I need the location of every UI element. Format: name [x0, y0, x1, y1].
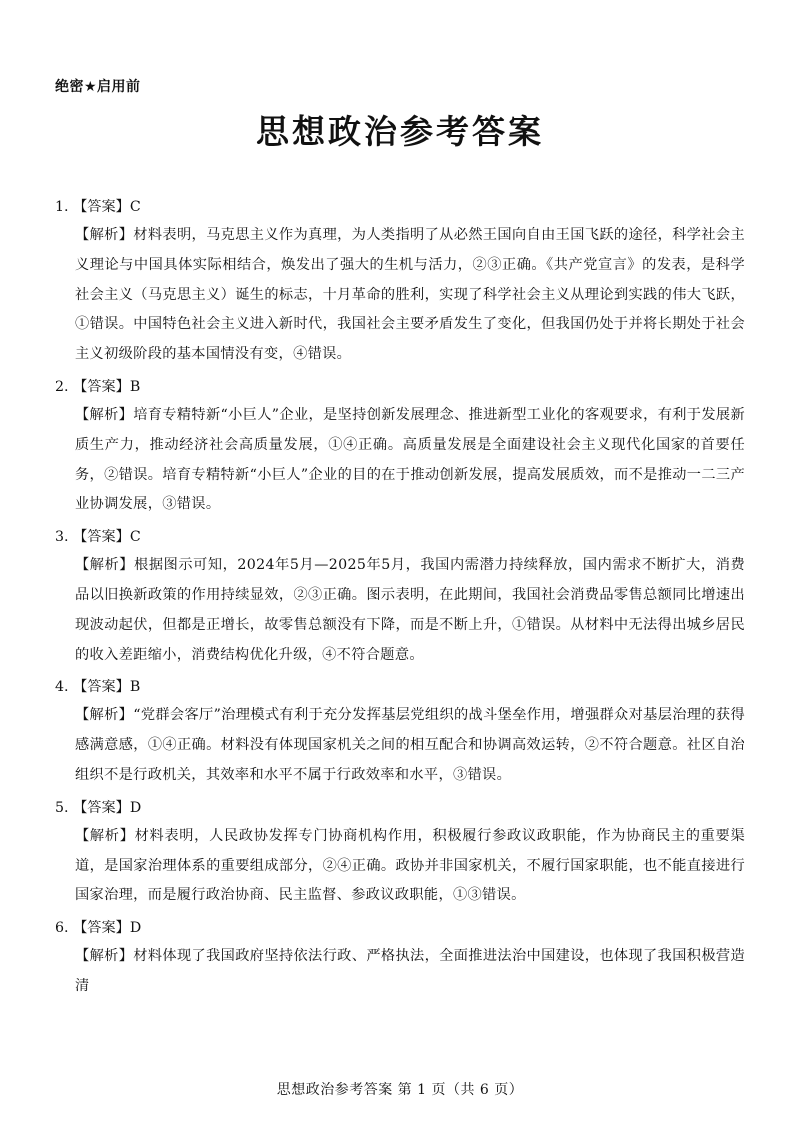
answer-explanation: 【解析】材料体现了我国政府坚持依法行政、严格执法，全面推进法治中国建设，也体现了我国积极营造清: [75, 948, 745, 994]
answer-explanation: 【解析】材料表明，马克思主义作为真理，为人类指明了从必然王国向自由王国飞跃的途径，科学社会主义理论与中国具体实际相结合，焕发出了强大的生机与活力，②③正确。《共产党宣言》的发表，是科学社会主义（马克思主义）诞生的标志，十月革命的胜利，实现了科学社会主义从理论到实践的伟大飞跃，①错误。中国特色社会主义进入新时代，我国社会主要矛盾发生了变化，但我国仍处于并将长期处于社会主义初级阶段的基本国情没有变，④错误。: [75, 227, 745, 363]
answer-key: 【答案】D: [73, 920, 142, 937]
answer-item: [55, 914, 745, 1002]
answer-key: 【答案】C: [73, 199, 141, 215]
answer-item: [55, 523, 745, 670]
answer-item: [55, 794, 745, 911]
answer-explanation: 【解析】“党群会客厅”治理模式有利于充分发挥基层党组织的战斗堡垒作用，增强群众对基层治理的获得感满意感，①④正确。材料没有体现国家机关之间的相互配合和协调高效运转，②不符合题意。社区自治组织不是行政机关，其效率和水平不属于行政效率和水平，③错误。: [75, 707, 745, 783]
question-number: 2.: [55, 378, 69, 395]
answer-key: 【答案】B: [73, 378, 141, 395]
answer-item: [55, 673, 745, 790]
question-number: 1.: [55, 199, 69, 215]
page-title: 思想政治参考答案: [256, 112, 544, 151]
answer-item: [55, 193, 745, 370]
question-number: 5.: [55, 799, 69, 816]
secret-label: 绝密★启用前: [55, 79, 141, 95]
answer-key: 【答案】D: [73, 799, 142, 816]
answer-item: [55, 373, 745, 520]
answer-explanation: 【解析】材料表明，人民政协发挥专门协商机构作用，积极履行参政议政职能，作为协商民主的重要渠道，是国家治理体系的重要组成部分，②④正确。政协并非国家机关，不履行国家职能，也不能直接进行国家治理，而是履行政治协商、民主监督、参政议政职能，①③错误。: [75, 827, 745, 904]
answer-explanation: 【解析】根据图示可知，2024年5月—2025年5月，我国内需潜力持续释放，国内需求不断扩大，消费品以旧换新政策的作用持续显效，②③正确。图示表明，在此期间，我国社会消费品零售总额同比增速出现波动起伏，但都是正增长，故零售总额没有下降，而是不断上升，①错误。从材料中无法得出城乡居民的收入差距缩小，消费结构优化升级，④不符合题意。: [75, 557, 745, 663]
answer-explanation: 【解析】培育专精特新“小巨人”企业，是坚持创新发展理念、推进新型工业化的客观要求，有利于发展新质生产力，推动经济社会高质量发展，①④正确。高质量发展是全面建设社会主义现代化国家的首要任务，②错误。培育专精特新“小巨人”企业的目的在于推动创新发展，提高发展质效，而不是推动一二三产业协调发展，③错误。: [75, 406, 745, 513]
answer-key: 【答案】C: [73, 529, 141, 546]
answer-list: [55, 193, 745, 1002]
page-footer: 思想政治参考答案 第 1 页（共 6 页）: [276, 1082, 524, 1098]
question-number: 4.: [55, 679, 69, 696]
answer-key: 【答案】B: [73, 679, 141, 696]
question-number: 3.: [55, 529, 69, 546]
question-number: 6.: [55, 920, 69, 937]
